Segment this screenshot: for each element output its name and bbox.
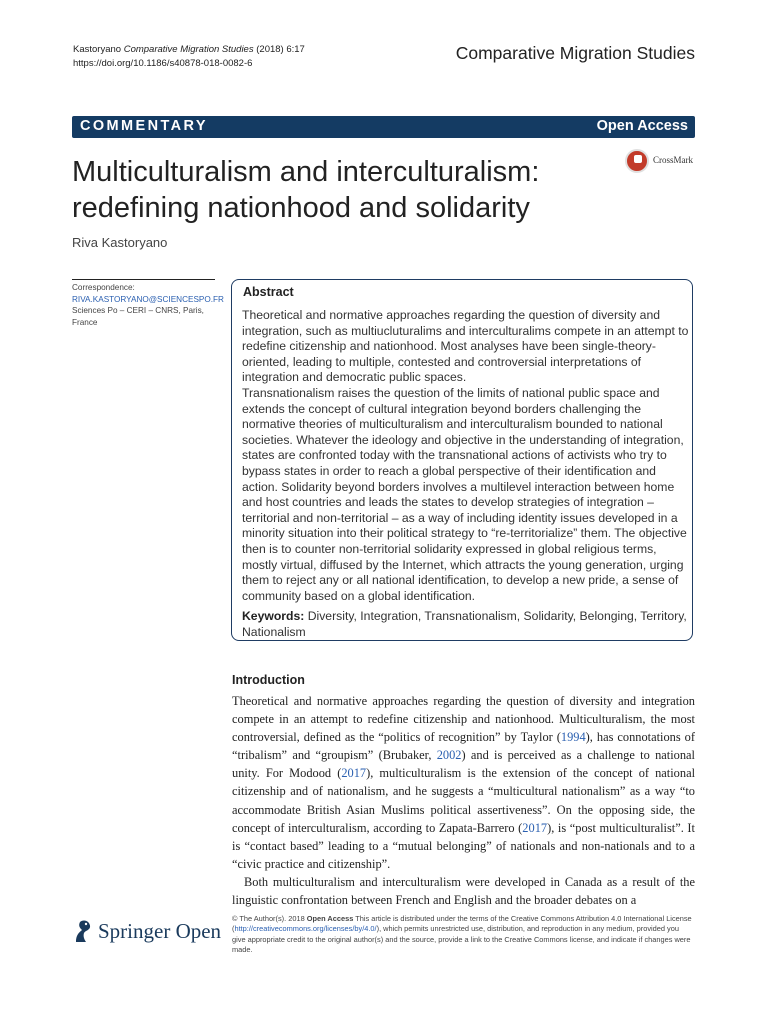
license-open-access: Open Access <box>306 914 354 923</box>
crossmark-badge[interactable] <box>625 148 700 178</box>
article-title: Multiculturalism and interculturalism: redefining nationhood and solidarity <box>72 156 540 224</box>
introduction-heading: Introduction <box>232 673 305 687</box>
text-run: ), has connotations of “tribalism” and “groupism” (Brubaker, <box>232 730 695 763</box>
abstract-text <box>242 308 690 604</box>
correspondence-email[interactable]: RIVA.KASTORYANO@SCIENCESPO.FR <box>72 294 224 304</box>
crossmark-icon <box>625 149 649 173</box>
text-run: Theoretical and normative approaches regarding the question of diversity and integration compete in an attempt to redefine citizenship and nationhood. Multiculturalism, the most controversial, defined as the “politics of recognition” by Taylor ( <box>232 694 695 745</box>
article-type-bar <box>72 116 695 138</box>
introduction-body <box>232 692 695 909</box>
text-run: © The Author(s). 2018 <box>232 914 307 923</box>
keywords <box>242 609 687 640</box>
springer-open-logo <box>72 916 222 950</box>
keywords-label: Keywords: <box>242 609 305 623</box>
citation-link[interactable]: 2017 <box>341 766 367 781</box>
abstract-paragraph-2: Transnationalism raises the question of the limits of national public space and extends the concept of cultural integration beyond borders challenging the normative theories of multiculturalism and interculturalism bounded to national societies. Whatever the ideology and objective in the understanding of integration, states are confronted today with the transnational actions of activists who try to bypass states in order to reach a global perspective of their identification and action. Solidarity beyond borders involves a multilevel interaction between home and host countries and leads the states to develop strategies of integration – territorial and non-territorial – as a way of including identity issues developed in a minority situation into their political strategy to “re-territorialize” them. The objective then is to counter non-territorial solidarity expressed in global religious terms, mostly virtual, diffused by the Internet, which attracts the young generation, urging them to reject any or all national identification, to develop a new pride, a sense of community based on a global identification. <box>242 385 687 603</box>
abstract-heading: Abstract <box>243 285 294 299</box>
author-name: Riva Kastoryano <box>72 235 168 250</box>
correspondence-affiliation: Sciences Po – CERI – CNRS, Paris, France <box>72 306 204 327</box>
citation-link[interactable]: 1994 <box>560 730 586 745</box>
citation-journal: Comparative Migration Studies <box>123 44 254 55</box>
doi-link[interactable]: https://doi.org/10.1186/s40878-018-0082-6 <box>73 58 253 69</box>
text-run: ), multiculturalism is the extension of the concept of national citizenship and of nationalism, and he suggests a “multicultural nationalism” as a way “to accommodate British Asian Muslims political assertiveness”. On the opposing side, the concept of interculturalism, according to Zapata-Barrero ( <box>232 766 696 835</box>
citation-author: Kastoryano <box>73 44 122 55</box>
text-run: ), which permits unrestricted use, distribution, and reproduction in any medium, provided you give appropriate credit to the original author(s) and the source, provide a link to the Creative Commons license, and indicate if changes were made. <box>232 924 691 954</box>
citation-link[interactable]: 2017 <box>522 820 548 835</box>
open-access-label: Open Access <box>596 118 688 134</box>
introduction-paragraph-1 <box>232 692 695 873</box>
abstract-box <box>231 279 693 641</box>
journal-name: Comparative Migration Studies <box>455 43 695 63</box>
correspondence-label: Correspondence: <box>72 283 135 292</box>
citation-link[interactable]: 2002 <box>436 748 462 763</box>
license-notice <box>232 914 694 955</box>
keywords-list: Diversity, Integration, Transnationalism, Solidarity, Belonging, Territory, Nationalism <box>242 609 687 639</box>
article-type-label: COMMENTARY <box>80 118 208 134</box>
abstract-paragraph-1: Theoretical and normative approaches regarding the question of diversity and integration, such as multiucluturalims and interculturalims compete in an attempt to redefine citizenship and nationhood. Most analyses have been single-theory-oriented, leading to multiple, contested and controversial interpretations of integration and democratic public spaces. <box>242 308 689 385</box>
springer-open-text: Springer Open <box>98 919 222 943</box>
correspondence-divider <box>72 279 215 280</box>
article-citation <box>73 43 305 71</box>
correspondence <box>72 282 222 328</box>
introduction-paragraph-2: Both multiculturalism and interculturalism were developed in Canada as a result of the linguistic confrontation between French and English and the broader debates on a <box>232 874 695 908</box>
springer-horse-icon <box>72 918 94 944</box>
text-run: ), is “post multiculturalist”. It is “contact based” leading to a “mutual belonging” of nationals and non-nationals and to a “civic practice and citizenship”. <box>232 820 696 871</box>
text-run: ) and is perceived as a challenge to national unity. For Modood ( <box>232 748 695 781</box>
crossmark-label: CrossMark <box>653 155 693 165</box>
license-link[interactable]: http://creativecommons.org/licenses/by/4.0/ <box>234 924 377 934</box>
text-run: This article is distributed under the terms of the Creative Commons Attribution 4.0 International License ( <box>232 914 692 934</box>
citation-volume: (2018) 6:17 <box>256 44 305 55</box>
